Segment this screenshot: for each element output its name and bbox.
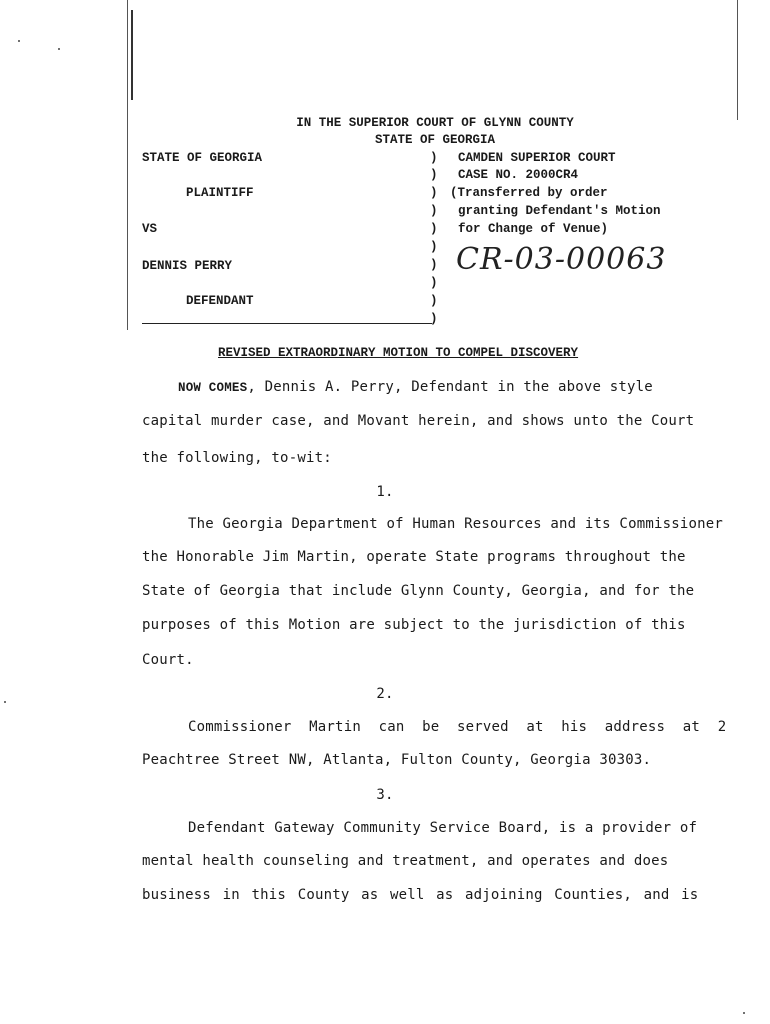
transfer-note-line-3: for Change of Venue) [458,222,609,236]
left-scan-edge-dark [131,10,133,100]
handwritten-case-number: CR-03-00063 [456,242,667,277]
caption-paren: ) [430,294,438,308]
plaintiff-party: STATE OF GEORGIA [142,151,263,165]
versus-label: VS [142,222,158,236]
paragraph-line: The Georgia Department of Human Resources and its Commissioner [188,516,723,532]
defendant-party: DENNIS PERRY [142,259,233,273]
paragraph-number: 1. [376,484,394,500]
motion-title: REVISED EXTRAORDINARY MOTION TO COMPEL DISCOVERY [218,346,579,360]
right-scan-edge [737,0,738,120]
paragraph-line: purposes of this Motion are subject to the jurisdiction of this [142,617,686,633]
court-heading: IN THE SUPERIOR COURT OF GLYNN COUNTY [296,116,574,130]
scan-speck [743,1012,745,1014]
intro-line-2: capital murder case, and Movant herein, and shows unto the Court [142,413,695,429]
paragraph-line: State of Georgia that include Glynn County, Georgia, and for the [142,583,695,599]
paragraph-line: the Honorable Jim Martin, operate State programs throughout the [142,549,686,565]
case-number: CASE NO. 2000CR4 [458,168,579,182]
paragraph-line: Commissioner Martin can be served at his address at 2 [188,719,727,735]
state-heading: STATE OF GEORGIA [374,133,496,147]
caption-paren: ) [430,258,438,272]
intro-lead: NOW COMES [178,381,248,395]
transfer-note-line-2: granting Defendant's Motion [458,204,661,218]
plaintiff-role: PLAINTIFF [186,186,254,200]
caption-paren: ) [430,204,438,218]
caption-paren: ) [430,276,438,290]
paragraph-number: 2. [376,686,394,702]
defendant-role: DEFENDANT [186,294,254,308]
scan-speck [18,40,20,42]
scan-speck [58,48,60,50]
paragraph-line: business in this County as well as adjoining Counties, and is [142,887,699,903]
caption-paren: ) [430,240,438,254]
intro-line-3: the following, to-wit: [142,450,332,466]
court-name: CAMDEN SUPERIOR COURT [458,151,616,165]
left-scan-edge [127,0,128,330]
transfer-note-line-1: (Transferred by order [450,186,608,200]
paragraph-line: Defendant Gateway Community Service Board, is a provider of [188,820,698,836]
caption-paren: ) [430,186,438,200]
caption-paren: ) [430,312,438,326]
paragraph-line: Court. [142,652,194,668]
caption-paren: ) [430,151,438,165]
paragraph-number: 3. [376,787,394,803]
caption-paren: ) [430,168,438,182]
paragraph-line: mental health counseling and treatment, and operates and does [142,853,669,869]
paragraph-line: Peachtree Street NW, Atlanta, Fulton County, Georgia 30303. [142,752,652,768]
intro-line-1 [178,379,653,395]
intro-line-1-text: , Dennis A. Perry, Defendant in the above style [247,379,653,395]
caption-underline [142,323,432,324]
caption-paren: ) [430,222,438,236]
